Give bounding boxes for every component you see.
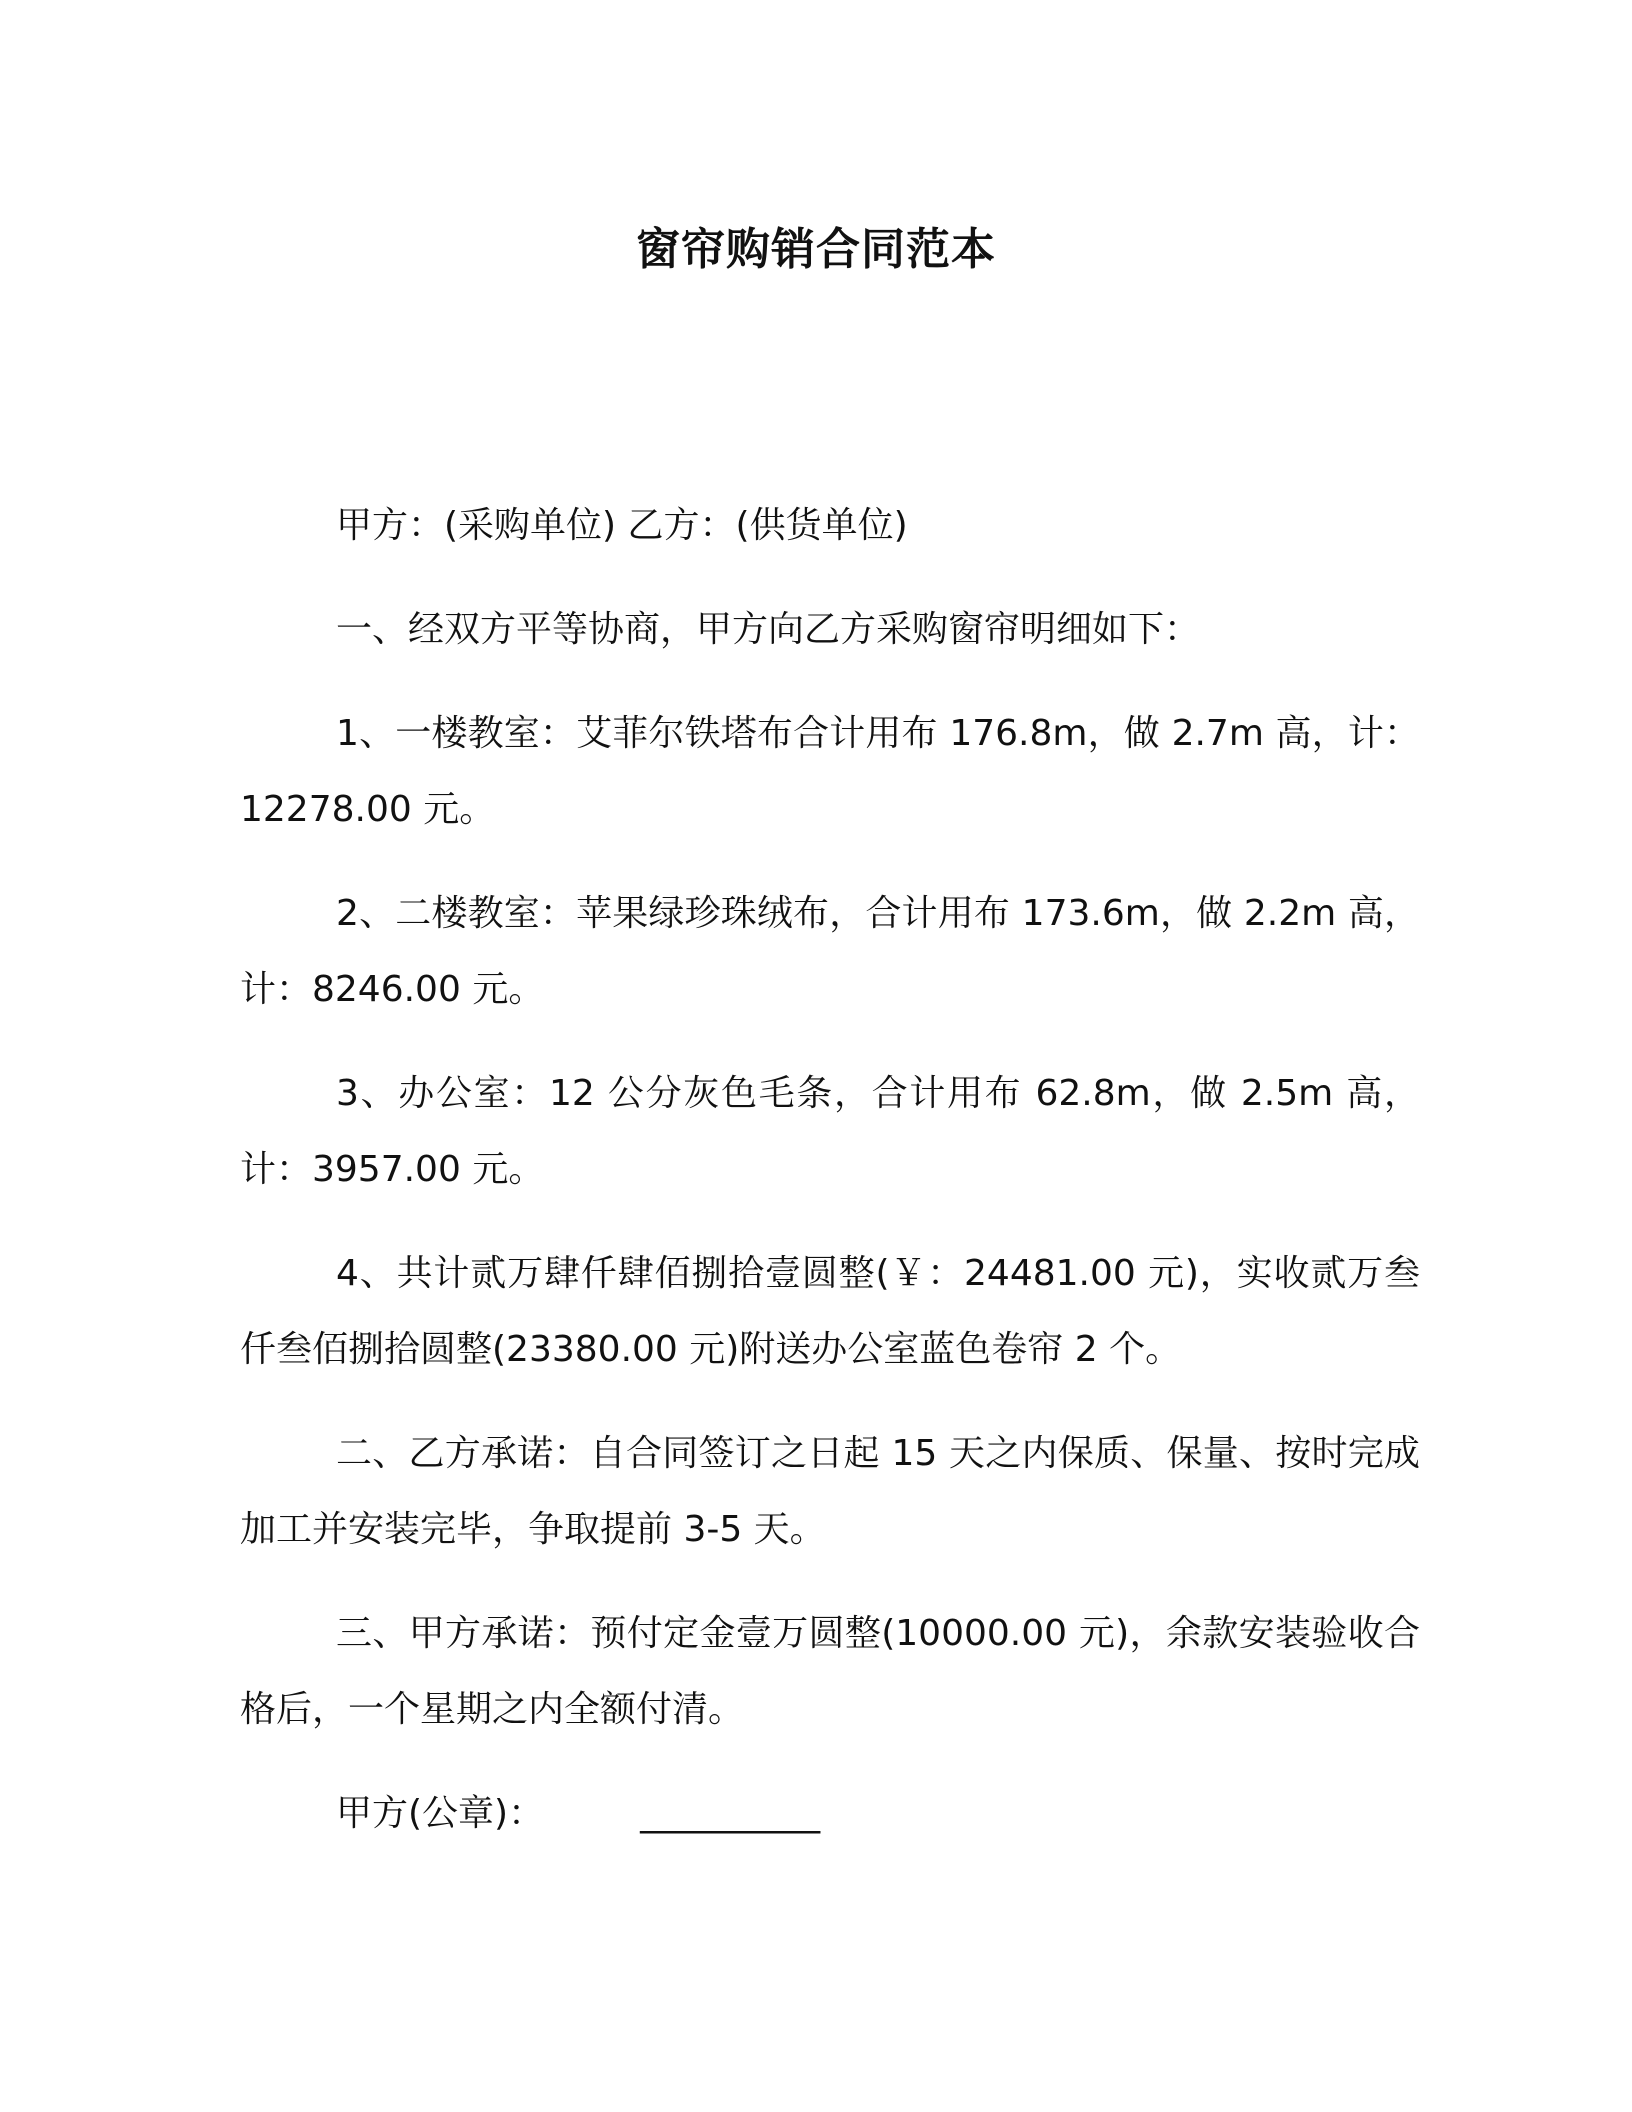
item-first-floor: 1、一楼教室：艾菲尔铁塔布合计用布 176.8m，做 2.7m 高，计：12278.00 元。 (240, 713, 1420, 830)
item-second-floor: 2、二楼教室：苹果绿珍珠绒布，合计用布 173.6m，做 2.2m 高，计：8246.00 元。 (240, 893, 1420, 1010)
signature-line (240, 1776, 1420, 1852)
document-body (240, 488, 1420, 1880)
clause-two: 二、乙方承诺：自合同签订之日起 15 天之内保质、保量、按时完成加工并安装完毕，争取提前 3-5 天。 (240, 1433, 1420, 1550)
clause-one-intro: 一、经双方平等协商，甲方向乙方采购窗帘明细如下： (336, 609, 1201, 650)
parties-line: 甲方：(采购单位) 乙方：(供货单位) (336, 505, 908, 546)
signature-blank: __________ (640, 1793, 821, 1834)
item-total: 4、共计贰万肆仟肆佰捌拾壹圆整(￥：24481.00 元)，实收贰万叁仟叁佰捌拾圆整(23380.00 元)附送办公室蓝色卷帘 2 个。 (240, 1253, 1420, 1370)
clause-three: 三、甲方承诺：预付定金壹万圆整(10000.00 元)，余款安装验收合格后，一个星期之内全额付清。 (240, 1613, 1420, 1730)
signature-label: 甲方(公章)： (336, 1793, 545, 1834)
item-office: 3、办公室：12 公分灰色毛条，合计用布 62.8m，做 2.5m 高，计：3957.00 元。 (240, 1073, 1420, 1190)
document-title: 窗帘购销合同范本 (636, 224, 996, 275)
